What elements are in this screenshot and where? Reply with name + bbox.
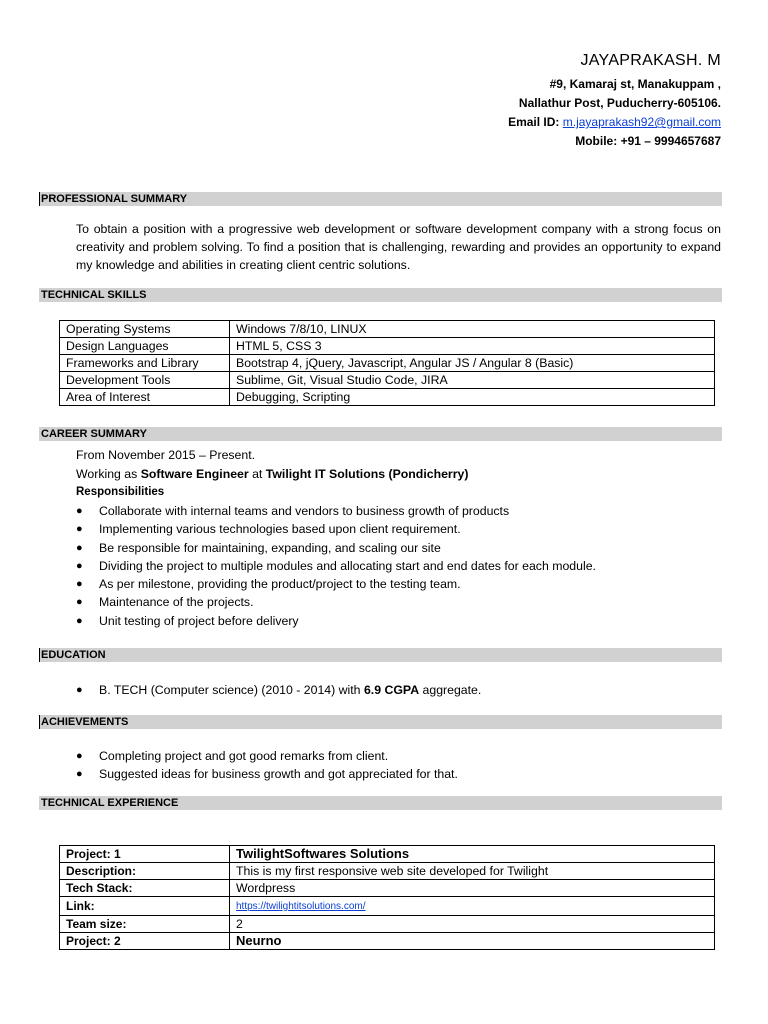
company-name: Twilight IT Solutions (Pondicherry) xyxy=(265,467,469,481)
section-marker xyxy=(39,715,40,729)
list-item-text: Dividing the project to multiple modules and allocating start and end dates for each module. xyxy=(99,558,596,573)
table-row xyxy=(60,863,715,880)
bullet-icon: ● xyxy=(76,596,83,609)
career-period: From November 2015 – Present. xyxy=(76,448,256,462)
skill-label: Area of Interest xyxy=(60,389,230,406)
skill-value: Debugging, Scripting xyxy=(230,389,715,406)
list-item xyxy=(76,593,596,611)
bullet-icon: ● xyxy=(76,750,83,762)
list-item-text: Be responsible for maintaining, expanding, and scaling our site xyxy=(99,540,441,555)
working-prefix: Working as xyxy=(76,467,141,481)
list-item xyxy=(76,747,458,765)
section-title: TECHNICAL EXPERIENCE xyxy=(41,797,179,809)
table-row xyxy=(60,321,715,338)
skills-table xyxy=(59,320,715,406)
responsibilities-list xyxy=(76,502,596,630)
experience-label: Tech Stack: xyxy=(60,880,230,897)
section-marker xyxy=(39,648,40,662)
section-marker xyxy=(39,192,40,206)
experience-table xyxy=(59,845,715,950)
table-row xyxy=(60,355,715,372)
experience-label: Project: 1 xyxy=(60,846,230,863)
address-line-2: Nallathur Post, Puducherry-605106. xyxy=(518,96,721,110)
section-achievements xyxy=(39,715,722,729)
table-row xyxy=(60,372,715,389)
education-list xyxy=(76,681,481,699)
email-label: Email ID: xyxy=(508,115,563,129)
table-row xyxy=(60,880,715,897)
section-title: CAREER SUMMARY xyxy=(41,428,147,440)
bullet-icon: ● xyxy=(76,505,83,517)
degree-suffix: aggregate. xyxy=(419,683,482,697)
skill-label: Operating Systems xyxy=(60,321,230,338)
list-item-text: As per milestone, providing the product/project to the testing team. xyxy=(99,577,461,592)
at-text: at xyxy=(248,467,266,481)
responsibilities-label: Responsibilities xyxy=(76,486,165,498)
list-item xyxy=(76,520,596,538)
skill-label: Design Languages xyxy=(60,338,230,355)
list-item xyxy=(76,502,596,520)
section-education xyxy=(39,648,722,662)
list-item xyxy=(76,612,596,630)
list-item xyxy=(76,765,458,783)
experience-label: Team size: xyxy=(60,916,230,933)
list-item xyxy=(76,681,481,699)
skill-value: Bootstrap 4, jQuery, Javascript, Angular JS / Angular 8 (Basic) xyxy=(230,355,715,372)
list-item-text: Unit testing of project before delivery xyxy=(99,613,299,628)
table-row xyxy=(60,897,715,916)
skill-label: Development Tools xyxy=(60,372,230,389)
list-item-text: Implementing various technologies based upon client requirement. xyxy=(99,522,461,537)
skill-label: Frameworks and Library xyxy=(60,355,230,372)
section-career-summary xyxy=(39,427,722,441)
table-row xyxy=(60,846,715,863)
table-row xyxy=(60,389,715,406)
email-line xyxy=(508,113,721,132)
bullet-icon: ● xyxy=(76,559,83,572)
address-line-1: #9, Kamaraj st, Manakuppam , xyxy=(549,77,721,91)
achievements-list xyxy=(76,747,458,784)
project-name: Neurno xyxy=(230,933,715,950)
experience-label: Project: 2 xyxy=(60,933,230,950)
section-title: TECHNICAL SKILLS xyxy=(41,289,147,301)
skill-value: Windows 7/8/10, LINUX xyxy=(230,321,715,338)
section-technical-experience xyxy=(39,796,722,810)
experience-label: Description: xyxy=(60,863,230,880)
list-item-text: Collaborate with internal teams and vendors to business growth of products xyxy=(99,504,510,518)
project-link[interactable]: https://twilightitsolutions.com/ xyxy=(236,901,366,912)
project-name: TwilightSoftwares Solutions xyxy=(230,846,715,863)
skill-value: Sublime, Git, Visual Studio Code, JIRA xyxy=(230,372,715,389)
list-item xyxy=(76,539,596,557)
list-item xyxy=(76,557,596,575)
section-technical-skills xyxy=(39,288,722,302)
project-link-cell xyxy=(230,897,715,916)
list-item-text: Maintenance of the projects. xyxy=(99,595,254,610)
skill-value: HTML 5, CSS 3 xyxy=(230,338,715,355)
degree-text: B. TECH (Computer science) (2010 - 2014) with xyxy=(99,683,364,697)
table-row xyxy=(60,916,715,933)
list-item-text: Completing project and got good remarks from client. xyxy=(99,749,389,763)
bullet-icon: ● xyxy=(76,684,83,696)
experience-label: Link: xyxy=(60,897,230,916)
project-tech-stack: Wordpress xyxy=(230,880,715,897)
bullet-icon: ● xyxy=(76,523,83,536)
contact-block xyxy=(508,52,721,151)
job-role: Software Engineer xyxy=(140,467,249,481)
table-row xyxy=(60,338,715,355)
table-row xyxy=(60,933,715,950)
candidate-name: JAYAPRAKASH. M xyxy=(580,52,721,69)
professional-summary-text: To obtain a position with a progressive web development or software development company with a strong focus on creativity and problem solving. To find a position that is challenging, rewarding and provides an opportunity to expand my knowledge and abilities in creating client centric solutions. xyxy=(76,222,721,272)
bullet-icon: ● xyxy=(76,614,83,627)
list-item-text: Suggested ideas for business growth and got appreciated for that. xyxy=(99,767,458,782)
bullet-icon: ● xyxy=(76,541,83,554)
list-item xyxy=(76,575,596,593)
career-position xyxy=(76,465,468,484)
mobile-line: Mobile: +91 – 9994657687 xyxy=(575,134,721,148)
cgpa-value: 6.9 CGPA xyxy=(363,683,420,697)
bullet-icon: ● xyxy=(76,768,83,781)
bullet-icon: ● xyxy=(76,578,83,591)
project-description: This is my first responsive web site developed for Twilight xyxy=(230,863,715,880)
email-link[interactable]: m.jayaprakash92@gmail.com xyxy=(562,115,721,129)
section-title: ACHIEVEMENTS xyxy=(41,716,129,728)
section-title: EDUCATION xyxy=(41,649,106,661)
section-title: PROFESSIONAL SUMMARY xyxy=(41,193,188,205)
section-professional-summary xyxy=(39,192,722,206)
career-summary xyxy=(76,446,468,501)
team-size: 2 xyxy=(230,916,715,933)
